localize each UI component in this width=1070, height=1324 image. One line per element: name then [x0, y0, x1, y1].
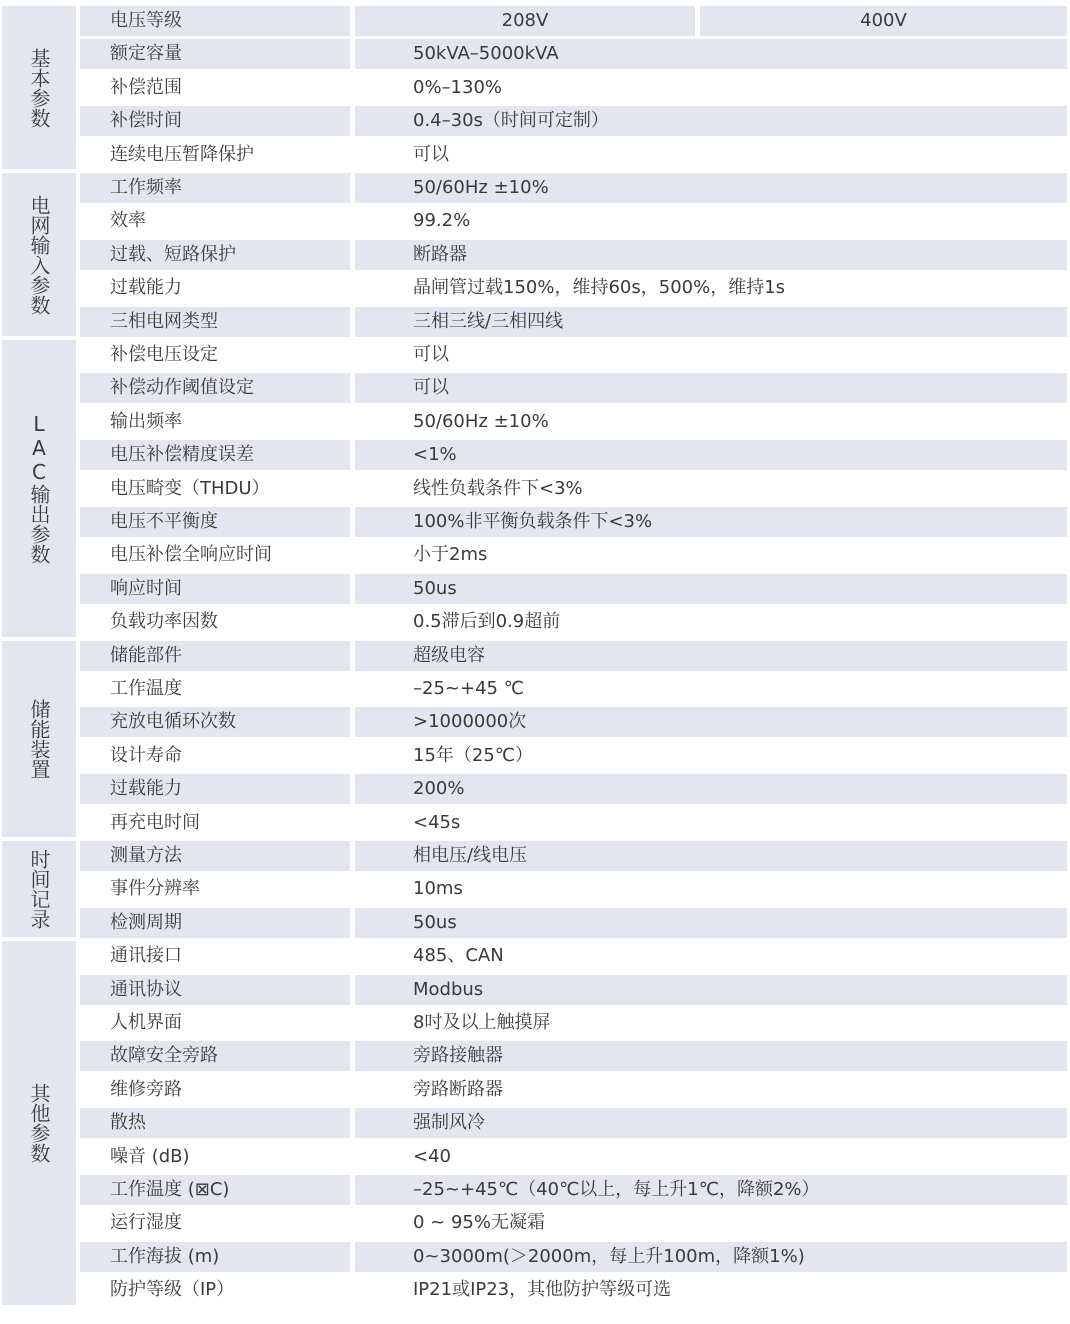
spec-value: 100%非平衡负载条件下<3% [355, 507, 1067, 537]
spec-name: 维修旁路 [110, 1078, 182, 1100]
spec-name: 响应时间 [80, 574, 350, 604]
spec-name: 工作温度 (⊠C) [80, 1175, 350, 1205]
spec-value: 0.5滞后到0.9超前 [413, 611, 561, 633]
category-label-text: 基本参数 [27, 47, 51, 128]
spec-row [80, 707, 1067, 737]
spec-row [80, 975, 1067, 1005]
spec-row [80, 474, 1067, 504]
spec-name: 充放电循环次数 [80, 707, 350, 737]
spec-section [0, 6, 1070, 173]
spec-value: <40 [413, 1145, 451, 1167]
spec-row [80, 1275, 1067, 1305]
spec-value: 0 ~ 95%无凝霜 [413, 1212, 545, 1234]
spec-row [80, 641, 1067, 671]
spec-row [80, 941, 1067, 971]
spec-value: 50/60Hz ±10% [413, 410, 549, 432]
spec-row [80, 407, 1067, 437]
spec-row [80, 1075, 1067, 1105]
spec-name: 工作海拔 (m) [80, 1242, 350, 1272]
spec-name: 电压补偿精度误差 [80, 440, 350, 470]
category-label [2, 641, 76, 837]
spec-name: 通讯接口 [110, 945, 182, 967]
header-col-208v: 208V [355, 6, 695, 36]
category-label-text: 电网输入参数 [27, 194, 51, 315]
spec-name: 储能部件 [80, 641, 350, 671]
spec-row [80, 574, 1067, 604]
spec-value: 50us [355, 574, 1067, 604]
spec-value: 可以 [355, 373, 1067, 403]
spec-value: Modbus [355, 975, 1067, 1005]
spec-row [80, 240, 1067, 270]
spec-value: 小于2ms [413, 544, 488, 566]
spec-row [80, 507, 1067, 537]
spec-name: 补偿动作阈值设定 [80, 373, 350, 403]
spec-value: –25~+45 ℃ [413, 677, 524, 699]
spec-row [80, 1108, 1067, 1138]
spec-row [80, 674, 1067, 704]
spec-value: 相电压/线电压 [355, 841, 1067, 871]
spec-name: 测量方法 [80, 841, 350, 871]
spec-section [0, 641, 1070, 841]
spec-name: 连续电压暂降保护 [110, 143, 254, 165]
spec-name: 故障安全旁路 [80, 1041, 350, 1071]
category-label [2, 173, 76, 336]
spec-value: –25~+45℃（40℃以上，每上升1℃，降额2%） [355, 1175, 1067, 1205]
spec-row [80, 741, 1067, 771]
spec-name: 电压不平衡度 [80, 507, 350, 537]
spec-row [80, 874, 1067, 904]
spec-name: 工作温度 [110, 677, 182, 699]
category-label-text: LAC输出参数 [27, 412, 51, 565]
spec-section [0, 340, 1070, 641]
spec-value: 可以 [413, 143, 449, 165]
spec-value: >1000000次 [355, 707, 1067, 737]
spec-row [80, 841, 1067, 871]
spec-value: 超级电容 [355, 641, 1067, 671]
spec-row [80, 39, 1067, 69]
spec-row [80, 1142, 1067, 1172]
spec-value: 线性负载条件下<3% [413, 477, 583, 499]
category-label [2, 340, 76, 637]
spec-value: 0~3000m(＞2000m，每上升100m，降额1%) [355, 1242, 1067, 1272]
spec-value: <1% [355, 440, 1067, 470]
spec-section [0, 841, 1070, 941]
spec-value: 50us [355, 908, 1067, 938]
spec-name: 三相电网类型 [80, 307, 350, 337]
spec-row [80, 1008, 1067, 1038]
spec-row [80, 206, 1067, 236]
spec-name: 噪音 (dB) [110, 1145, 190, 1167]
header-col-400v: 400V [700, 6, 1067, 36]
spec-row [80, 140, 1067, 170]
spec-name: 输出频率 [110, 410, 182, 432]
spec-row [80, 307, 1067, 337]
spec-value: 15年（25℃） [413, 744, 534, 766]
spec-name: 电压畸变（THDU） [110, 477, 270, 499]
spec-value: 旁路接触器 [355, 1041, 1067, 1071]
spec-name: 散热 [80, 1108, 350, 1138]
spec-value: <45s [413, 811, 461, 833]
header-row [80, 6, 1067, 36]
spec-name: 检测周期 [80, 908, 350, 938]
spec-name: 运行湿度 [110, 1212, 182, 1234]
spec-name: 事件分辨率 [110, 878, 200, 900]
spec-name: 补偿时间 [80, 106, 350, 136]
spec-value: 99.2% [413, 210, 471, 232]
spec-value: 强制风冷 [355, 1108, 1067, 1138]
category-label [2, 941, 76, 1304]
spec-row [80, 540, 1067, 570]
spec-value: 50kVA–5000kVA [355, 39, 1067, 69]
spec-row [80, 774, 1067, 804]
spec-row [80, 273, 1067, 303]
category-label [2, 841, 76, 937]
spec-name: 补偿范围 [110, 76, 182, 98]
spec-value: 200% [355, 774, 1067, 804]
spec-name: 额定容量 [80, 39, 350, 69]
spec-name: 效率 [110, 210, 146, 232]
spec-name: 电压补偿全响应时间 [110, 544, 272, 566]
spec-row [80, 607, 1067, 637]
spec-value: 485、CAN [413, 945, 504, 967]
spec-row [80, 73, 1067, 103]
spec-row [80, 440, 1067, 470]
spec-name: 通讯协议 [80, 975, 350, 1005]
spec-name: 补偿电压设定 [110, 344, 218, 365]
category-label-text: 储能装置 [27, 698, 51, 779]
spec-row [80, 373, 1067, 403]
category-label-text: 时间记录 [27, 849, 51, 930]
header-label: 电压等级 [80, 6, 350, 36]
spec-row [80, 340, 1067, 370]
spec-value: 断路器 [355, 240, 1067, 270]
spec-value: 10ms [413, 878, 463, 900]
spec-value: 8吋及以上触摸屏 [413, 1011, 551, 1033]
spec-name: 过载、短路保护 [80, 240, 350, 270]
spec-section [0, 941, 1070, 1308]
spec-row [80, 1041, 1067, 1071]
spec-name: 设计寿命 [110, 744, 182, 766]
spec-value: 旁路断路器 [413, 1078, 503, 1100]
spec-row [80, 808, 1067, 838]
spec-name: 人机界面 [110, 1011, 182, 1033]
spec-name: 过载能力 [80, 774, 350, 804]
spec-row [80, 173, 1067, 203]
category-label [2, 6, 76, 169]
spec-value: 50/60Hz ±10% [355, 173, 1067, 203]
spec-name: 防护等级（IP） [110, 1279, 235, 1301]
spec-row [80, 1208, 1067, 1238]
spec-row [80, 106, 1067, 136]
spec-value: IP21或IP23，其他防护等级可选 [413, 1279, 672, 1301]
spec-name: 工作频率 [80, 173, 350, 203]
spec-value: 可以 [413, 344, 449, 365]
spec-row [80, 908, 1067, 938]
spec-row [80, 1242, 1067, 1272]
spec-name: 负载功率因数 [110, 611, 218, 633]
spec-value: 0%–130% [413, 76, 503, 98]
spec-name: 过载能力 [110, 277, 182, 299]
spec-row [80, 1175, 1067, 1205]
spec-value: 0.4–30s（时间可定制） [355, 106, 1067, 136]
spec-value: 三相三线/三相四线 [355, 307, 1067, 337]
spec-value: 晶闸管过载150%，维持60s，500%，维持1s [413, 277, 786, 299]
spec-name: 再充电时间 [110, 811, 200, 833]
category-label-text: 其他参数 [27, 1082, 51, 1163]
spec-section [0, 173, 1070, 340]
